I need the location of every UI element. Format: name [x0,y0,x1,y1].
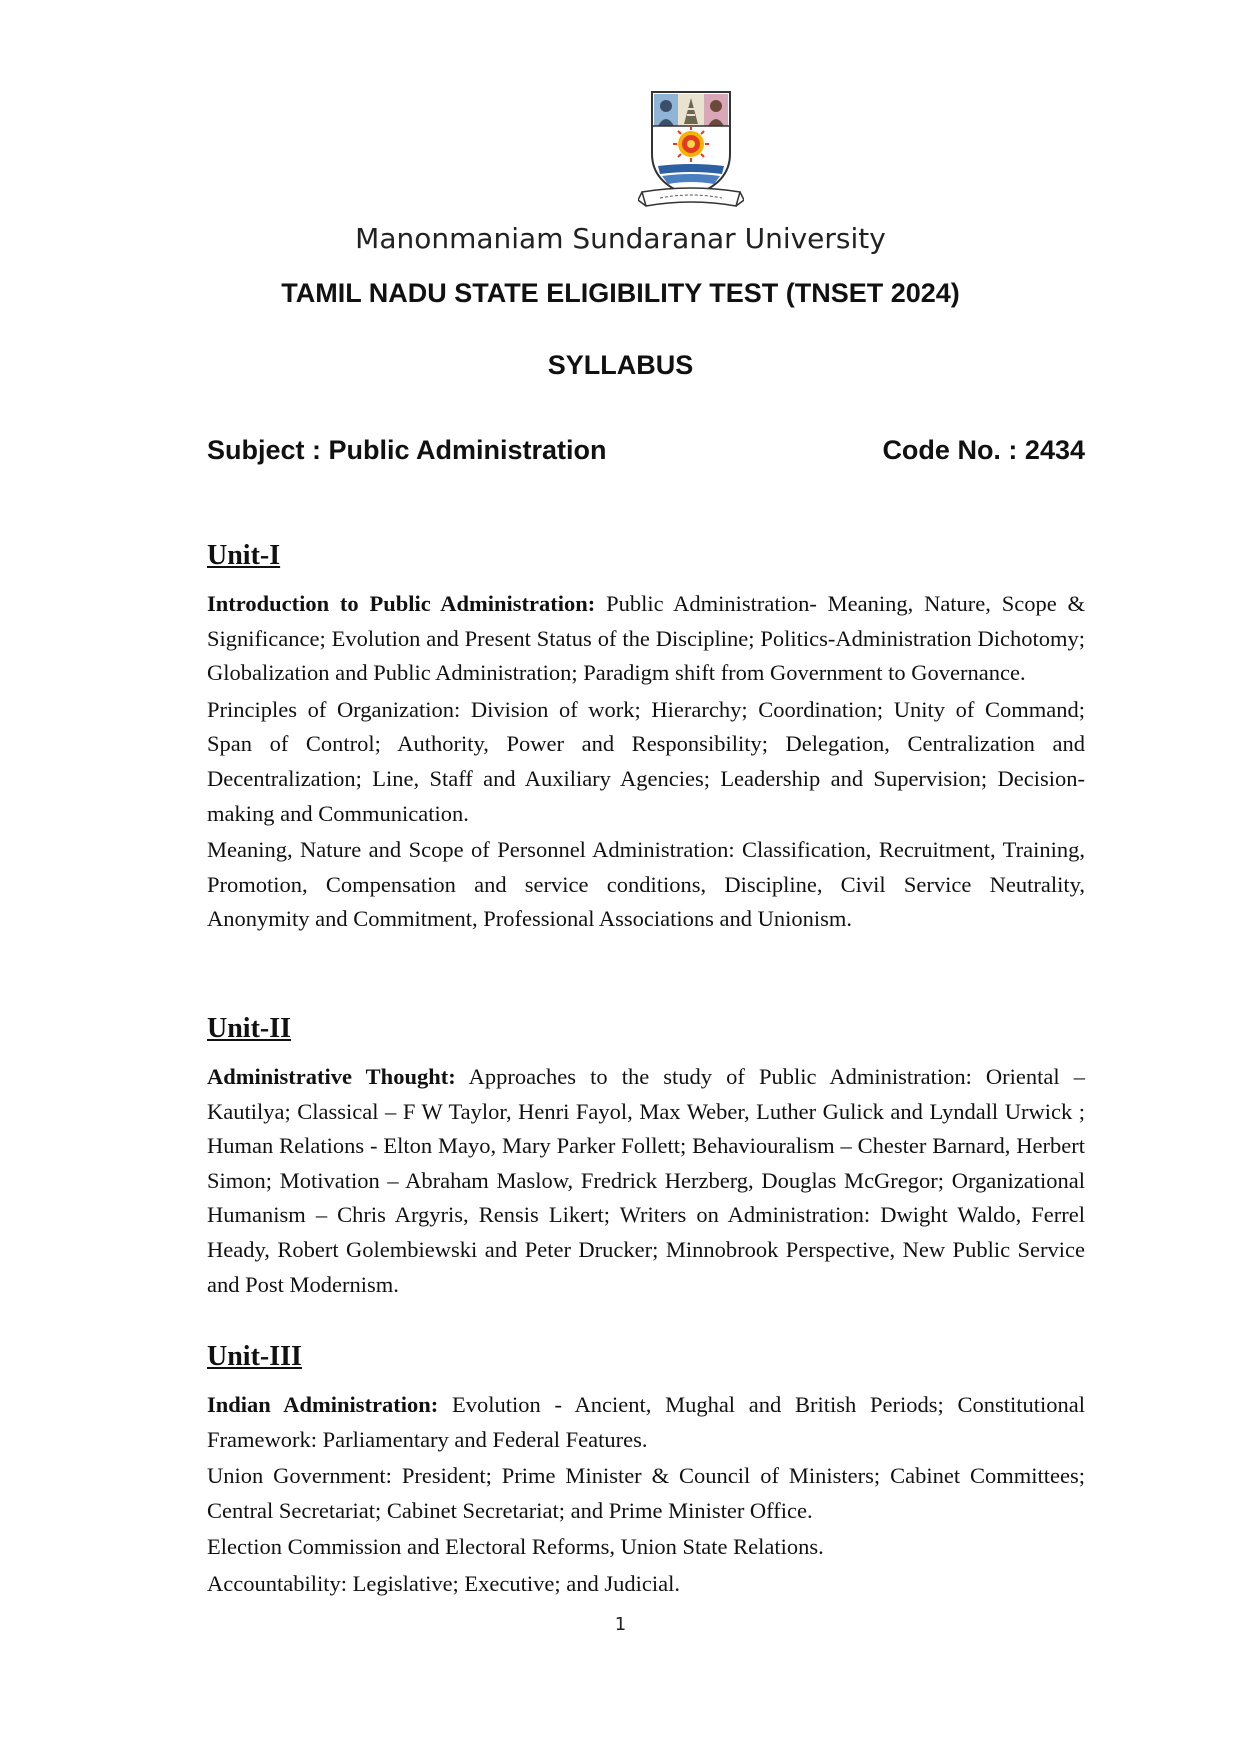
subject-label: Subject : Public Administration [207,435,607,465]
topic-lead: Administrative Thought: [207,1064,456,1089]
topic-text: Union Government: President; Prime Minister & Council of Ministers; Cabinet Committees; Central Secretariat; Cabinet Secretariat; and Prime Minister Office. [207,1463,1085,1523]
code-number-label: Code No. : 2434 [882,435,1085,465]
unit-body [207,1060,1085,1304]
university-crest-icon [638,88,744,214]
syllabus-paragraph [207,1388,1085,1457]
unit-heading: Unit-III [207,1341,302,1372]
exam-title: TAMIL NADU STATE ELIGIBILITY TEST (TNSET 2024) [281,278,960,308]
unit-body [207,587,1085,939]
page-number: 1 [614,1614,627,1635]
syllabus-paragraph [207,1567,1085,1602]
topic-text: Meaning, Nature and Scope of Personnel Administration: Classification, Recruitment, Training, Promotion, Compensation and service conditions, Discipline, Civil Service Neutrality, Anonymity and Commitment, Professional Associations and Unionism. [207,837,1085,932]
syllabus-paragraph [207,587,1085,691]
unit-body [207,1388,1085,1604]
syllabus-paragraph [207,693,1085,831]
unit-heading: Unit-I [207,540,281,571]
topic-text: Evolution - Ancient, Mughal and British Periods; Constitutional Framework: Parliamentary and Federal Features. [207,1392,1085,1452]
university-name: Manonmaniam Sundaranar University [355,222,886,255]
document-type-heading: SYLLABUS [547,350,694,380]
topic-lead: Indian Administration: [207,1392,439,1417]
topic-text: Principles of Organization: Division of work; Hierarchy; Coordination; Unity of Command; Span of Control; Authority, Power and Responsibility; Delegation, Centralization and Decentralization; Line, Staff and Auxiliary Agencies; Leadership and Supervision; Decision-making and Communication. [207,696,1085,826]
syllabus-paragraph [207,1459,1085,1528]
syllabus-paragraph [207,833,1085,937]
topic-text: Accountability: Legislative; Executive; and Judicial. [207,1570,680,1596]
syllabus-paragraph [207,1530,1085,1565]
topic-text: Election Commission and Electoral Reforms, Union State Relations. [207,1534,824,1560]
unit-heading: Unit-II [207,1013,292,1044]
topic-text: Public Administration- Meaning, Nature, Scope & Significance; Evolution and Present Status of the Discipline; Politics-Administration Dichotomy; Globalization and Public Administration; Paradigm shift from Government to Governance. [207,591,1085,686]
topic-lead: Introduction to Public Administration: [207,591,596,616]
syllabus-paragraph [207,1060,1085,1302]
topic-text: Approaches to the study of Public Administration: Oriental – Kautilya; Classical – F W Taylor, Henri Fayol, Max Weber, Luther Gulick and Lyndall Urwick ; Human Relations - Elton Mayo, Mary Parker Follett; Behaviouralism – Chester Barnard, Herbert Simon; Motivation – Abraham Maslow, Fredrick Herzberg, Douglas McGregor; Organizational Humanism – Chris Argyris, Rensis Likert; Writers on Administration: Dwight Waldo, Ferrel Heady, Robert Golembiewski and Peter Drucker; Minnobrook Perspective, New Public Service and Post Modernism. [207,1064,1085,1297]
